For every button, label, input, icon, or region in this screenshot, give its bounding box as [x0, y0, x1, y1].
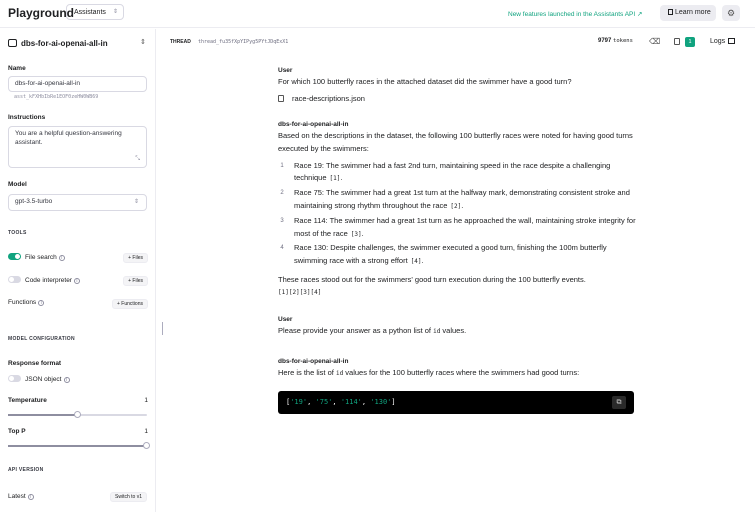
- files-icon[interactable]: [674, 38, 680, 45]
- list-text: Race 75: The swimmer had a great 1st turn at the halfway mark, demonstrating consistent stroke and maintaining strong rhythm throughout the race: [294, 188, 630, 210]
- temperature-slider[interactable]: [8, 414, 147, 416]
- assistant-id: asst_kFXHbIbRe1EOF0zeHW0WB69: [14, 94, 99, 100]
- message-role: dbs-for-ai-openai-all-in: [278, 121, 349, 128]
- citation[interactable]: [1]: [329, 175, 341, 183]
- resize-handle[interactable]: [162, 322, 163, 335]
- file-icon: [278, 95, 284, 102]
- logs-button[interactable]: [710, 38, 735, 45]
- message-role: dbs-for-ai-openai-all-in: [278, 358, 349, 365]
- model-value: gpt-3.5-turbo: [15, 198, 53, 205]
- text-segment: values.: [442, 326, 467, 335]
- message-text: Based on the descriptions in the dataset, the following 100 butterfly races were noted for having good turns executed by the swimmers:: [278, 131, 633, 153]
- app-title: Playground: [8, 6, 75, 20]
- json-object-label: JSON object: [25, 376, 62, 383]
- text-segment: Please provide your answer as a python list of: [278, 326, 431, 335]
- temperature-label: Temperature: [8, 397, 47, 404]
- slider-fill: [8, 414, 78, 416]
- learn-more-button[interactable]: [660, 5, 716, 21]
- slider-fill: [8, 445, 147, 447]
- message-role: User: [278, 67, 293, 74]
- top-bar: [0, 0, 755, 28]
- text-segment: values for the 100 butterfly races where the swimmers had good turns:: [345, 368, 580, 377]
- thread-label: THREAD: [170, 39, 191, 45]
- text-segment: Here is the list of: [278, 368, 334, 377]
- thread-bar: [157, 29, 755, 57]
- chevron-updown-icon: ⇕: [133, 199, 139, 205]
- list-text: Race 114: The swimmer had a great 1st turn as he approached the wall, maintaining stroke integrity for most of the race: [294, 215, 636, 238]
- list-number: 1: [280, 162, 284, 169]
- list-item: 4 Race 130: Despite challenges, the swimmer executed a good turn, finishing the 100m butterfly swimming race with a strong effort [4].: [278, 242, 638, 269]
- inline-code: id: [433, 328, 441, 335]
- assistant-name: dbs-for-ai-openai-all-in: [21, 39, 108, 48]
- response-format-label: Response format: [8, 360, 62, 367]
- code-interpreter-toggle[interactable]: [8, 276, 21, 283]
- attachment-name: race-descriptions.json: [292, 93, 365, 103]
- info-icon[interactable]: i: [74, 278, 80, 284]
- info-icon[interactable]: i: [28, 494, 34, 500]
- message-text: For which 100 butterfly races in the attached dataset did the swimmer have a good turn?: [278, 77, 572, 86]
- gear-icon[interactable]: ⚙: [722, 5, 740, 21]
- user-message: [278, 315, 638, 339]
- mode-select[interactable]: [66, 4, 124, 20]
- attachment[interactable]: [278, 93, 638, 106]
- broom-icon[interactable]: ⌫: [649, 37, 661, 46]
- json-object-row: [8, 375, 148, 387]
- top-p-slider[interactable]: [8, 445, 147, 447]
- name-label: Name: [8, 65, 26, 72]
- temperature-value: 1: [144, 397, 148, 404]
- top-p-label: Top P: [8, 428, 26, 435]
- code-interpreter-files-button[interactable]: + Files: [123, 276, 148, 286]
- message-text: [278, 325, 638, 339]
- book-icon: [668, 9, 673, 15]
- file-search-label: File search: [25, 254, 57, 261]
- robot-icon: [8, 39, 17, 47]
- token-unit: tokens: [613, 38, 633, 44]
- functions-label: Functions: [8, 299, 37, 306]
- api-version-heading: API VERSION: [8, 467, 44, 473]
- slider-knob[interactable]: [143, 442, 150, 449]
- message-role: User: [278, 316, 293, 323]
- files-count-badge[interactable]: 1: [685, 37, 695, 47]
- top-p-value: 1: [144, 428, 148, 435]
- chevron-updown-icon[interactable]: ⇕: [140, 39, 146, 46]
- user-message: [278, 66, 638, 106]
- list-item: 2 Race 75: The swimmer had a great 1st turn at the halfway mark, demonstrating consistent stroke and maintaining strong rhythm throughout the race [2].: [278, 187, 638, 214]
- code-value: '19': [290, 398, 308, 406]
- citation[interactable]: [3]: [350, 230, 362, 238]
- list-item: 1 Race 19: The swimmer had a fast 2nd turn, maintaining speed in the race despite a challenging technique [1].: [278, 160, 638, 187]
- panel-icon: [728, 38, 735, 44]
- assistant-selector[interactable]: [8, 39, 108, 48]
- message-text: [278, 367, 638, 381]
- info-icon[interactable]: i: [59, 255, 65, 261]
- list-item: 3 Race 114: The swimmer had a great 1st turn as he approached the wall, maintaining stroke integrity for most of the race [3].: [278, 215, 638, 242]
- file-search-toggle[interactable]: [8, 253, 21, 260]
- assistant-sidebar: [0, 29, 156, 512]
- assistant-message: [278, 120, 638, 300]
- temperature-row: [8, 397, 148, 409]
- code-interpreter-label: Code interpreter: [25, 277, 72, 284]
- switch-version-button[interactable]: Switch to v1: [110, 492, 147, 502]
- mode-label: Assistants: [74, 9, 106, 16]
- list-number: 4: [280, 245, 284, 252]
- latest-label: Latest: [8, 493, 26, 500]
- code-interpreter-row: [8, 276, 148, 288]
- assistant-message: [278, 357, 638, 381]
- tools-heading: TOOLS: [8, 230, 27, 236]
- model-config-heading: MODEL CONFIGURATION: [8, 336, 75, 342]
- race-list: [278, 160, 638, 269]
- top-p-row: [8, 428, 148, 440]
- list-text: Race 19: The swimmer had a fast 2nd turn, maintaining speed in the race despite a challenging technique: [294, 160, 611, 183]
- instructions-text: You are a helpful question-answering assistant.: [15, 130, 122, 146]
- message-text: These races stood out for the swimmers' good turn execution during the 100 butterfly events.: [278, 274, 586, 284]
- code-value: '130': [370, 398, 392, 406]
- thread-id[interactable]: thread_fu35fXpYIPyg5PYtJDqExX1: [198, 39, 289, 45]
- news-link[interactable]: New features launched in the Assistants API ↗: [508, 11, 643, 18]
- json-object-toggle[interactable]: [8, 375, 21, 382]
- inline-code: id: [335, 370, 344, 377]
- citation[interactable]: [2]: [450, 202, 462, 210]
- learn-more-label: Learn more: [675, 9, 711, 16]
- citation[interactable]: [4]: [410, 258, 422, 266]
- copy-icon[interactable]: ⧉: [612, 396, 626, 409]
- functions-add-button[interactable]: + Functions: [112, 299, 148, 309]
- info-icon[interactable]: i: [64, 377, 70, 383]
- token-number: 9797: [598, 38, 612, 44]
- list-text: Race 130: Despite challenges, the swimmer executed a good turn, finishing the 100m butterfly swimming race with a strong effort: [294, 243, 607, 266]
- info-icon[interactable]: i: [38, 300, 44, 306]
- slider-knob[interactable]: [74, 411, 81, 418]
- list-number: 2: [280, 190, 284, 197]
- model-label: Model: [8, 181, 27, 188]
- file-search-files-button[interactable]: + Files: [123, 253, 148, 263]
- token-count: [598, 38, 633, 44]
- file-search-row: [8, 253, 148, 265]
- code-block: ['19', '75', '114', '130'] ⧉: [278, 391, 634, 414]
- resize-grip-icon[interactable]: ⤡: [135, 155, 140, 162]
- functions-row: [8, 299, 148, 311]
- name-field[interactable]: dbs-for-ai-openai-all-in: [8, 76, 147, 92]
- code-value: '114': [340, 398, 362, 406]
- instructions-label: Instructions: [8, 114, 46, 121]
- list-number: 3: [280, 217, 284, 224]
- instructions-field[interactable]: [8, 126, 147, 168]
- code-value: '75': [315, 398, 333, 406]
- citations[interactable]: [1][2][3][4]: [278, 288, 322, 296]
- model-select[interactable]: [8, 194, 147, 211]
- logs-label: Logs: [710, 38, 726, 45]
- chevron-updown-icon: ⇕: [112, 9, 118, 15]
